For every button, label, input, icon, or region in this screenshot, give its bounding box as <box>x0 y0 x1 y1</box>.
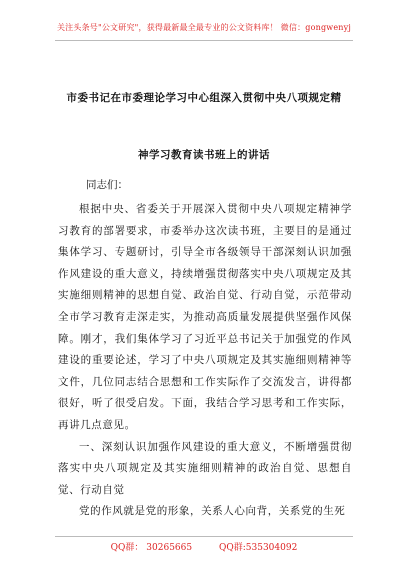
footer <box>0 540 408 553</box>
header-banner: 关注头条号"公文研究"，获得最新最全最专业的公文资料库！ 微信：gongwenyj <box>56 23 352 32</box>
qq-group-1: QQ群： 30265665 <box>110 543 193 553</box>
header-divider <box>55 40 353 41</box>
salutation: 同志们： <box>86 179 128 191</box>
qq-group-2: QQ群:535304092 <box>218 543 298 553</box>
section-heading: 一、深刻认识加强作风建设的重大意义，不断增强贯彻落实中央八项规定及其实施细则精神的政治自觉、思想自觉、行动自觉 <box>58 440 352 496</box>
document-title-line-1: 市委书记在市委理论学习中心组深入贯彻中央八项规定精 <box>66 92 342 104</box>
footer-divider <box>55 536 353 537</box>
document-body <box>58 199 352 523</box>
body-paragraph: 党的作风就是党的形象，关系人心向背，关系党的生死 <box>79 505 346 518</box>
document-title-line-2: 神学习教育读书班上的讲话 <box>138 149 270 161</box>
body-paragraph: 根据中央、省委关于开展深入贯彻中央八项规定精神学习教育的部署要求，市委举办这次读书班，主要目的是通过集体学习、专题研讨，引导全市各级领导干部深刻认识加强作风建设的重大意义，持续增强贯彻落实中央八项规定及其实施细则精神的思想自觉、政治自觉、行动自觉，示范带动全市学习教育走深走实，为推动高质量发展提供坚强作风保障。刚才，我们集体学习了习近平总书记关于加强党的作风建设的重要论述，学习了中央八项规定及其实施细则精神等文件，几位同志结合思想和工作实际作了交流发言，讲得都很好，听了很受启发。下面，我结合学习思考和工作实际，再讲几点意见。 <box>58 203 352 431</box>
